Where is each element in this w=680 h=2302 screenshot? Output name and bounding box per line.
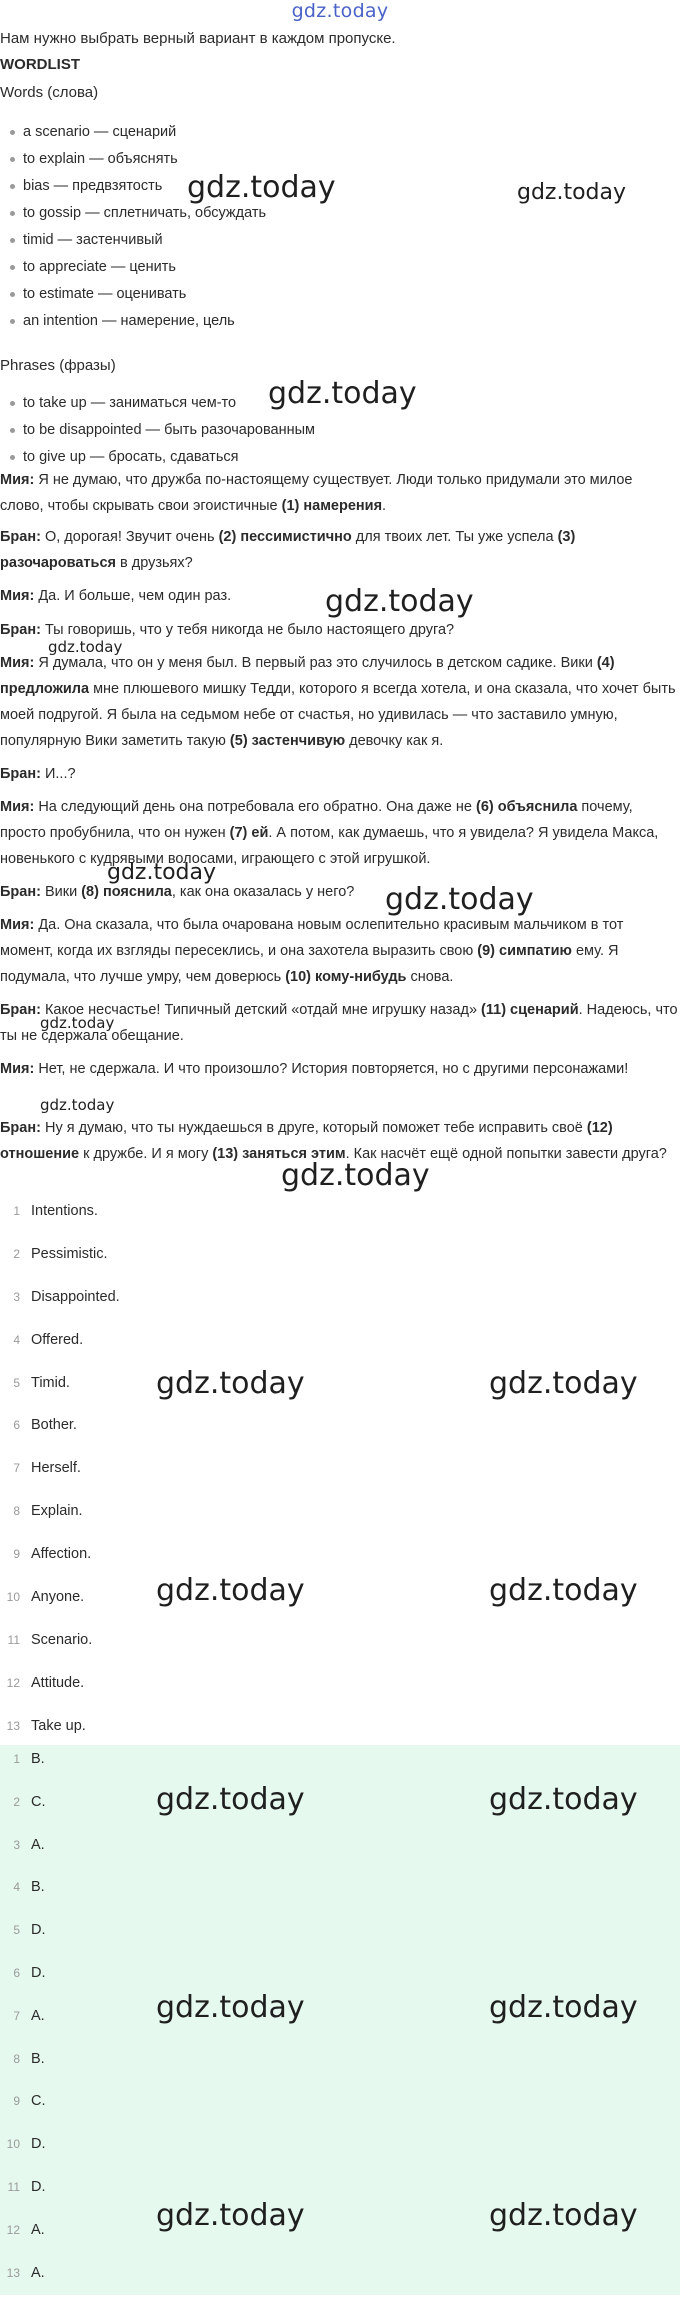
list-item: to estimate — оценивать bbox=[10, 284, 266, 311]
list-item: 8 B. bbox=[13, 2050, 45, 2067]
words-list bbox=[10, 122, 266, 338]
watermark: gdz.today bbox=[385, 882, 534, 917]
list-item: to appreciate — ценить bbox=[10, 257, 266, 284]
bullet-icon bbox=[10, 238, 15, 243]
watermark: gdz.today bbox=[489, 1990, 638, 2025]
watermark: gdz.today bbox=[281, 1158, 430, 1193]
list-item: a scenario — сценарий bbox=[10, 122, 266, 149]
list-item: 13 A. bbox=[6, 2264, 45, 2281]
answers-list bbox=[0, 1198, 680, 1756]
dialogue-line: Мия: Нет, не сдержала. И что произошло? История повторяется, но с другими персонажами! bbox=[0, 1061, 629, 1077]
list-item: 7 Herself. bbox=[13, 1460, 81, 1477]
bullet-icon bbox=[10, 157, 15, 162]
list-item: 13 Take up. bbox=[6, 1717, 86, 1734]
list-item: 10 D. bbox=[6, 2136, 46, 2153]
dialogue-line: Бран: И...? bbox=[0, 766, 76, 782]
bullet-icon bbox=[10, 428, 15, 433]
list-item: 11 Scenario. bbox=[7, 1631, 93, 1648]
bullet-icon bbox=[10, 211, 15, 216]
watermark: gdz.today bbox=[107, 860, 217, 885]
watermark: gdz.today bbox=[187, 170, 336, 205]
wordlist-title: WORDLIST bbox=[0, 56, 80, 73]
dialogue-line: Бран: Ты говоришь, что у тебя никогда не было настоящего друга? bbox=[0, 622, 455, 638]
watermark: gdz.today bbox=[156, 2198, 305, 2233]
bullet-icon bbox=[10, 265, 15, 270]
dialogue-line: Бран: О, дорогая! Звучит очень (2) пессимистично для твоих лет. Ты уже успела (3) разочароваться в друзьях? bbox=[0, 529, 576, 571]
list-item: to gossip — сплетничать, обсуждать bbox=[10, 203, 266, 230]
watermark: gdz.today bbox=[156, 1366, 305, 1401]
watermark: gdz.today bbox=[489, 1573, 638, 1608]
list-item: 4 B. bbox=[13, 1879, 45, 1896]
list-item: 5 D. bbox=[13, 1922, 46, 1939]
task-intro: Нам нужно выбрать верный вариант в каждом пропуске. bbox=[0, 30, 396, 47]
watermark: gdz.today bbox=[156, 1782, 305, 1817]
dialogue-line: Мия: Да. И больше, чем один раз. bbox=[0, 588, 232, 604]
dialogue-line: Бран: Вики (8) пояснила, как она оказалась у него? bbox=[0, 884, 355, 900]
dialogue-line: Бран: Какое несчастье! Типичный детский «отдай мне игрушку назад» (11) сценарий. Надеюсь, что ты не сдержала обещание. bbox=[0, 1002, 678, 1044]
watermark: gdz.today bbox=[517, 180, 627, 205]
list-item: 5 Timid. bbox=[13, 1374, 70, 1391]
list-item: 6 Bother. bbox=[13, 1417, 77, 1434]
list-item: 4 Offered. bbox=[13, 1331, 84, 1348]
dialogue-line: Мия: На следующий день она потребовала его обратно. Она даже не (6) объяснила почему, просто пробубнила, что он нужен (7) ей. А потом, как думаешь, что я увидела? Я увидела Макса, новенького с кудрявыми волосами, играющего с этой игрушкой. bbox=[0, 799, 659, 867]
list-item: 3 Disappointed. bbox=[13, 1288, 120, 1305]
dialogue-line: Мия: Я думала, что он у меня был. В первый раз это случилось в детском садике. Вики (4) предложила мне плюшевого мишку Тедди, которого я всегда хотела, и она сказала, что хочет быть моей подругой. Я была на седьмом небе от счастья, но удивилась — что заставило умную, популярную Вики заметить такую (5) застенчивую девочку как я. bbox=[0, 655, 676, 749]
list-item: to give up — бросать, сдаваться bbox=[10, 447, 315, 474]
list-item: timid — застенчивый bbox=[10, 230, 266, 257]
list-item: 2 Pessimistic. bbox=[13, 1245, 108, 1262]
watermark: gdz.today bbox=[489, 1366, 638, 1401]
watermark: gdz.today bbox=[489, 1782, 638, 1817]
watermark: gdz.today bbox=[40, 1096, 115, 1114]
list-item: to be disappointed — быть разочарованным bbox=[10, 420, 315, 447]
list-item: 8 Explain. bbox=[13, 1503, 83, 1520]
watermark: gdz.today bbox=[156, 1990, 305, 2025]
list-item: 12 Attitude. bbox=[6, 1674, 85, 1691]
list-item: 10 Anyone. bbox=[6, 1589, 85, 1606]
list-item: 2 C. bbox=[13, 1793, 46, 1810]
watermark: gdz.today bbox=[268, 376, 417, 411]
dialogue-line: Мия: Да. Она сказала, что была очарована новым ослепительно красивым мальчиком в тот момент, когда их взгляды пересеклись, и она захотела выразить свою (9) симпатию ему. Я подумала, что лучше умру, чем доверюсь (10) кому-нибудь снова. bbox=[0, 917, 624, 985]
bullet-icon bbox=[10, 292, 15, 297]
bullet-icon bbox=[10, 319, 15, 324]
list-item: bias — предвзятость bbox=[10, 176, 266, 203]
list-item: 7 A. bbox=[13, 2007, 45, 2024]
bullet-icon bbox=[10, 184, 15, 189]
list-item: to explain — объяснять bbox=[10, 149, 266, 176]
watermark: gdz.today bbox=[48, 638, 123, 656]
dialogue-line: Мия: Я не думаю, что дружба по-настоящему существует. Люди только придумали это милое слово, чтобы скрывать свои эгоистичные (1) намерения. bbox=[0, 472, 633, 514]
list-item: 9 C. bbox=[13, 2093, 46, 2110]
phrases-subtitle: Phrases (фразы) bbox=[0, 357, 116, 374]
watermark: gdz.today bbox=[325, 584, 474, 619]
list-item: 3 A. bbox=[13, 1836, 45, 1853]
words-subtitle: Words (слова) bbox=[0, 84, 99, 101]
watermark: gdz.today bbox=[156, 1573, 305, 1608]
site-logo[interactable]: gdz.today bbox=[291, 0, 389, 22]
list-item: 1 B. bbox=[13, 1751, 45, 1767]
list-item: an intention — намерение, цель bbox=[10, 311, 266, 338]
list-item: 6 D. bbox=[13, 1964, 46, 1981]
watermark: gdz.today bbox=[40, 1014, 115, 1032]
list-item: 1 Intentions. bbox=[13, 1203, 98, 1219]
list-item: to take up — заниматься чем-то bbox=[10, 393, 315, 420]
bullet-icon bbox=[10, 455, 15, 460]
watermark: gdz.today bbox=[489, 2198, 638, 2233]
dialogue-line: Бран: Ну я думаю, что ты нуждаешься в друге, который поможет тебе исправить своё (12) отношение к дружбе. И я могу (13) заняться этим. Как насчёт ещё одной попытки завести друга? bbox=[0, 1120, 667, 1162]
list-item: 9 Affection. bbox=[13, 1546, 92, 1563]
list-item: 12 A. bbox=[6, 2221, 45, 2238]
bullet-icon bbox=[10, 130, 15, 135]
list-item: 11 D. bbox=[7, 2178, 46, 2195]
bullet-icon bbox=[10, 401, 15, 406]
